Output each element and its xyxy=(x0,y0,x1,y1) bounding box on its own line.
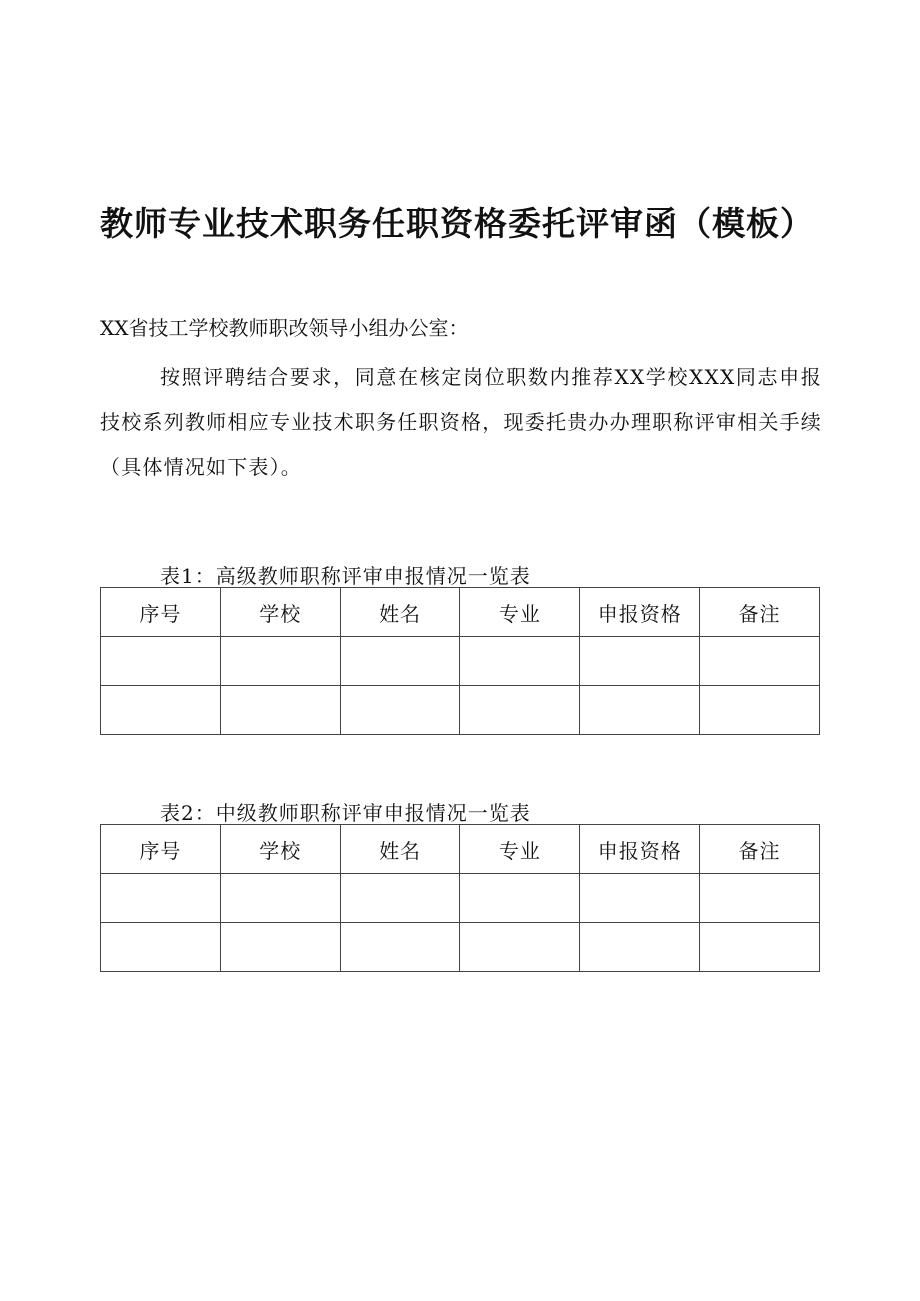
table-cell xyxy=(101,686,221,735)
body-paragraph: 按照评聘结合要求，同意在核定岗位职数内推荐XX学校XXX同志申报技校系列教师相应专业技术职务任职资格，现委托贵办办理职称评审相关手续（具体情况如下表）。 xyxy=(100,365,822,479)
table-row xyxy=(101,923,820,972)
header-cell: 专业 xyxy=(460,588,580,637)
table-cell xyxy=(220,923,340,972)
table-cell xyxy=(101,874,221,923)
table-cell xyxy=(700,923,820,972)
table-cell xyxy=(460,637,580,686)
header-cell: 备注 xyxy=(700,588,820,637)
header-cell: 学校 xyxy=(220,588,340,637)
table-cell xyxy=(460,874,580,923)
table-cell xyxy=(340,874,460,923)
table-cell xyxy=(460,686,580,735)
header-cell: 序号 xyxy=(101,825,221,874)
table-cell xyxy=(340,686,460,735)
table-row xyxy=(101,686,820,735)
table-cell xyxy=(580,686,700,735)
page-title: 教师专业技术职务任职资格委托评审函（模板） xyxy=(100,204,814,243)
table2-caption: 表2：中级教师职称评审申报情况一览表 xyxy=(160,801,531,825)
table-header-row xyxy=(101,588,820,637)
header-cell: 备注 xyxy=(700,825,820,874)
table-cell xyxy=(580,923,700,972)
header-cell: 姓名 xyxy=(340,588,460,637)
table-cell xyxy=(700,686,820,735)
table1-caption: 表1：高级教师职称评审申报情况一览表 xyxy=(160,564,531,588)
table-cell xyxy=(460,923,580,972)
table-row xyxy=(101,874,820,923)
table-cell xyxy=(101,637,221,686)
header-cell: 申报资格 xyxy=(580,588,700,637)
header-cell: 学校 xyxy=(220,825,340,874)
table-cell xyxy=(220,637,340,686)
table-header-row xyxy=(101,825,820,874)
table-cell xyxy=(340,637,460,686)
header-cell: 专业 xyxy=(460,825,580,874)
table-cell xyxy=(340,923,460,972)
table-cell xyxy=(220,874,340,923)
table-cell xyxy=(580,637,700,686)
table1 xyxy=(100,587,820,735)
table2 xyxy=(100,824,820,972)
table-cell xyxy=(101,923,221,972)
header-cell: 序号 xyxy=(101,588,221,637)
header-cell: 申报资格 xyxy=(580,825,700,874)
addressee-line: XX省技工学校教师职改领导小组办公室： xyxy=(100,316,469,340)
table-row xyxy=(101,637,820,686)
table-cell xyxy=(700,874,820,923)
table-cell xyxy=(580,874,700,923)
header-cell: 姓名 xyxy=(340,825,460,874)
table-cell xyxy=(220,686,340,735)
table-cell xyxy=(700,637,820,686)
